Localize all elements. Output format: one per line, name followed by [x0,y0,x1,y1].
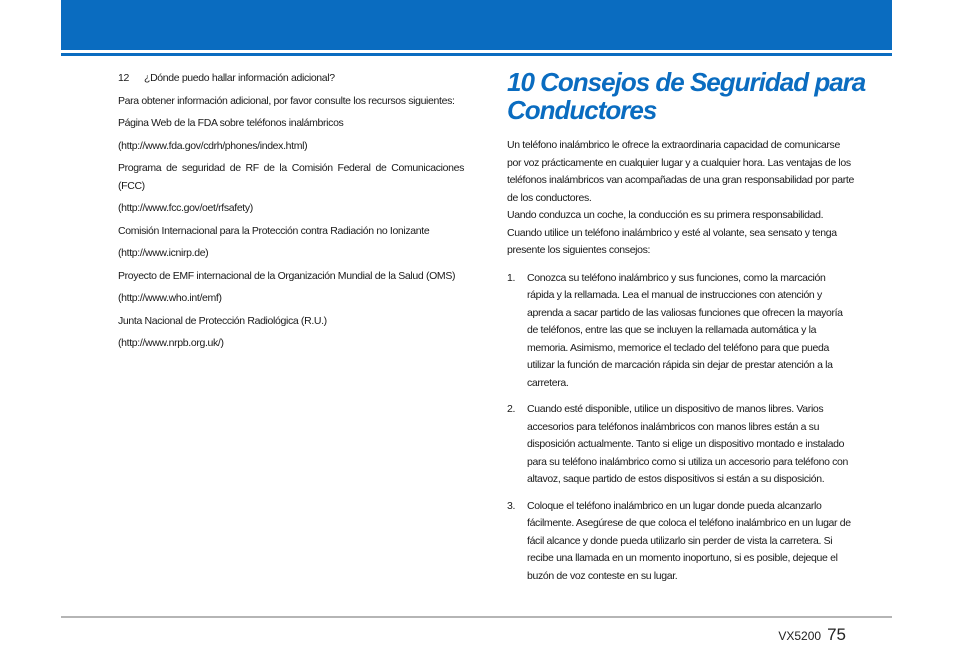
footer-rule [61,616,892,618]
tip-text: Conozca su teléfono inalámbrico y sus funciones, como la marcación rápida y la rellamada. Lea el manual de instrucciones con atención y aprenda a sacar partido de las valiosas funciones que ofrecen la mayoría de teléfonos, entre las que se incluyen la rellamada automática y la memoria. Asimismo, memorice el teclado del teléfono para que pueda utilizar la función de marcación rápida sin dejar de prestar atención a la carretera. [527,271,843,389]
left-column [118,70,464,358]
section-heading: 10 Consejos de Seguridad para Conductores [507,67,866,125]
header-banner [61,0,892,50]
resource-nrpb-url: (http://www.nrpb.org.uk/) [118,337,224,349]
resource-fcc-url: (http://www.fcc.gov/oet/rfsafety) [118,202,253,214]
tip-number: 2. [507,403,516,415]
tip-number: 3. [507,499,516,512]
resource-fda-url: (http://www.fda.gov/cdrh/phones/index.html) [118,139,308,152]
resource-fcc: Programa de seguridad de RF de la Comisión Federal de Comunicaciones (FCC) [118,162,464,192]
resource-fda: Página Web de la FDA sobre teléfonos inalámbricos [118,117,344,129]
list-item [507,270,854,393]
tip-text: Coloque el teléfono inalámbrico en un lugar donde pueda alcanzarlo fácilmente. Asegúrese de que coloca el teléfono inalámbrico en un lugar de fácil alcance y donde pueda utilizarlo sin perder de vista la carretera. Si recibe una llamada en un momento inoportuno, si es posible, dejeque el buzón de voz conteste en su lugar. [527,499,851,582]
tip-number: 1. [507,271,516,284]
resource-icnirp: Comisión Internacional para la Protección contra Radiación no Ionizante [118,224,430,237]
page-number: 75 [827,625,846,644]
tip-text: Cuando esté disponible, utilice un dispositivo de manos libres. Varios accesorios para teléfonos inalámbricos con manos libres están a su disposición actualmente. Tanto si elige un dispositivo montado e instalado para su teléfono inalámbrico como si utiliza un accesorio para teléfono con altavoz, saque partido de estos dispositivos si están a su disposición. [527,403,849,485]
list-item [507,401,854,489]
question-text: ¿Dónde puedo hallar información adicional? [144,72,335,84]
resource-who: Proyecto de EMF internacional de la Organización Mundial de la Salud (OMS) [118,269,456,282]
question-number: 12 [118,72,129,84]
right-column [507,137,854,594]
intro-paragraph: Un teléfono inalámbrico le ofrece la extraordinaria capacidad de comunicarse por voz prácticamente en cualquier lugar y a cualquier hora. Las ventajas de los teléfonos inalámbricos van acompañadas de una gran responsabilidad por parte de los conductores. [507,139,854,204]
tips-list [507,270,854,586]
page-footer [778,625,846,645]
resource-nrpb: Junta Nacional de Protección Radiológica (R.U.) [118,314,327,327]
question-line [118,70,464,88]
intro-paragraph-2: Uando conduzca un coche, la conducción es su primera responsabilidad. Cuando utilice un teléfono inalámbrico y esté al volante, sea sensato y tenga presente los siguientes consejos: [507,209,837,256]
model-name: VX5200 [778,629,822,643]
resource-icnirp-url: (http://www.icnirp.de) [118,247,209,259]
resource-who-url: (http://www.who.int/emf) [118,292,222,304]
list-item [507,498,854,586]
resources-intro: Para obtener información adicional, por favor consulte los recursos siguientes: [118,94,455,107]
header-rule [61,53,892,56]
